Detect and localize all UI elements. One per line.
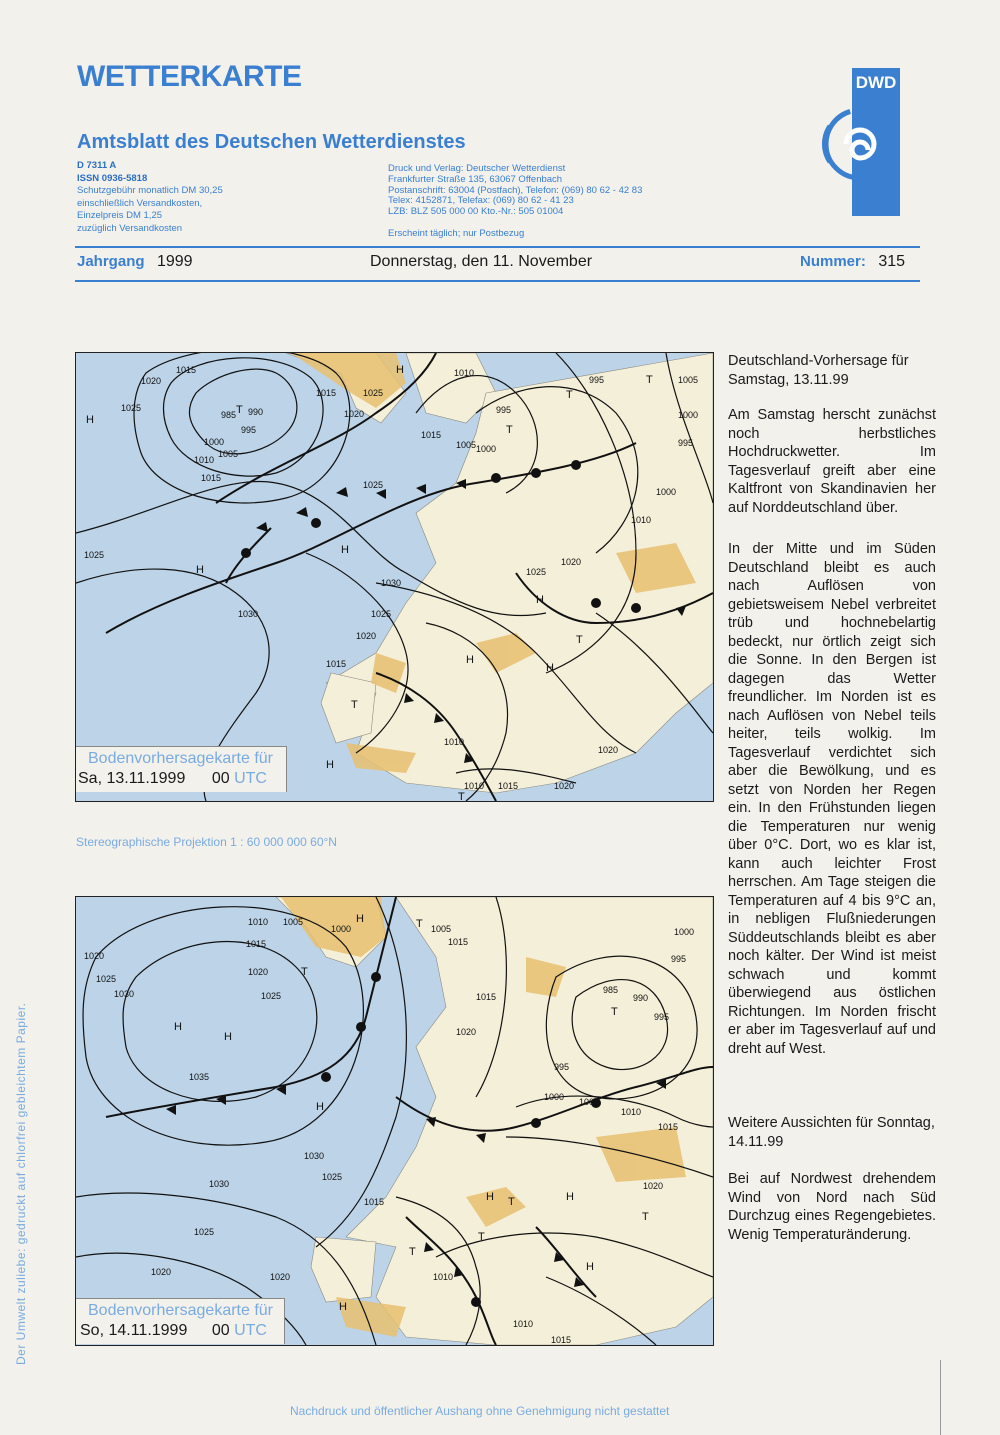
publisher-info: [388, 164, 642, 218]
year-field: [77, 253, 193, 271]
isobar-value: 1015: [421, 430, 442, 440]
high-label: H: [316, 1101, 324, 1113]
high-label: H: [466, 654, 474, 666]
low-label: T: [478, 1231, 485, 1243]
isobar-value: 1015: [364, 1197, 385, 1207]
isobar-value: 1000: [544, 1092, 565, 1102]
isobar-value: 995: [678, 438, 694, 448]
low-label: T: [236, 404, 243, 416]
dwd-logo: [818, 66, 902, 218]
high-label: H: [339, 1301, 347, 1313]
isobar-value: 1005: [456, 440, 477, 450]
isobar-value: 1020: [270, 1272, 291, 1282]
isobar-value: 1015: [476, 992, 497, 1002]
isobar-value: 1020: [598, 745, 619, 755]
info-line: D 7311 A: [77, 160, 117, 171]
forecast-paragraph: In der Mitte und im Süden Deutschland bleibt es auch nach Auflösen von gebietsweisem Nebel verbreitet trüb und hochnebelartig bedeckt, nur örtlich zeigt sich die Sonne. In den Bergen ist dagegen das Wetter freundlicher. Im Norden ist es nach Auflösen von Nebel teils heiter, teils wolkig. Im Tagesverlauf verdichtet sich aber die Bewölkung, und es setzt von Norden her Regen ein. In den Frühstunden liegen die Temperaturen nur wenig über 0°C. Dort, wo es klar ist, kann auch leichter Frost herrschen. Am Tage steigen die Temperaturen auf 4 bis 9°C an, in nebligen Flußniederungen Süddeutschlands bleibt es aber noch kälter. Der Wind ist meist schwach und kommt überwiegend aus östlichen Richtungen. Im Norden frischt er aber im Tagesverlauf auf und dreht auf West.: [728, 541, 936, 1057]
high-label: H: [174, 1021, 182, 1033]
low-label: T: [646, 374, 653, 386]
info-line: Druck und Verlag: Deutscher Wetterdienst: [388, 163, 566, 174]
isobar-value: 1020: [84, 951, 105, 961]
isobar-value: 995: [554, 1062, 570, 1072]
low-label: T: [566, 389, 573, 401]
high-label: H: [356, 913, 364, 925]
isobar-value: 1015: [316, 388, 337, 398]
isobar-value: 1005: [678, 375, 699, 385]
isobar-value: 1025: [96, 974, 117, 984]
high-label: H: [586, 1261, 594, 1273]
high-label: H: [396, 364, 404, 376]
isobar-value: 1030: [114, 989, 135, 999]
low-label: T: [576, 634, 583, 646]
isobar-value: 1010: [248, 917, 269, 927]
copyright-footer: Nachdruck und öffentlicher Aushang ohne Genehmigung nicht gestattet: [290, 1404, 670, 1418]
isobar-value: 1025: [121, 403, 142, 413]
isobar-value: 1015: [326, 659, 347, 669]
publication-note: Erscheint täglich; nur Postbezug: [388, 228, 525, 239]
info-line: LZB: BLZ 505 000 00 Kto.-Nr.: 505 01004: [388, 206, 564, 218]
header-rule-top: [75, 246, 920, 248]
isobar-value: 1025: [526, 567, 547, 577]
high-label: H: [326, 759, 334, 771]
caption-time: 00: [211, 770, 230, 787]
map2-caption: [76, 1298, 285, 1344]
info-line: Frankfurter Straße 135, 63067 Offenbach: [388, 173, 563, 185]
isobar-value: 1020: [248, 967, 269, 977]
high-label: H: [536, 594, 544, 606]
isobar-value: 1015: [176, 365, 197, 375]
forecast-map-sunday: [75, 896, 714, 1346]
low-label: T: [642, 1211, 649, 1223]
isobar-value: 1010: [433, 1272, 454, 1282]
isobar-value: 995: [241, 425, 257, 435]
low-label: T: [458, 791, 465, 801]
isobar-value: 1000: [674, 927, 695, 937]
isobar-value: 1020: [554, 781, 575, 791]
forecast-heading-saturday: Deutschland-Vorhersage für Samstag, 13.11.99: [728, 353, 909, 388]
isobar-value: 1020: [643, 1181, 664, 1191]
land-masses: [276, 897, 713, 1345]
isobar-value: 1000: [204, 437, 225, 447]
caption-date: So, 14.11.1999: [80, 1322, 188, 1339]
info-line: Schutzgebühr monatlich DM 30,25: [77, 185, 223, 196]
isobar-value: 1005: [579, 1097, 600, 1107]
high-label: H: [486, 1191, 494, 1203]
map-svg: [76, 897, 713, 1345]
caption-zone: UTC: [234, 770, 267, 787]
isobar-value: 1015: [498, 781, 519, 791]
isobar-value: 1010: [621, 1107, 642, 1117]
isobar-value: 1000: [476, 444, 497, 454]
caption-datetime: [76, 768, 286, 792]
caption-time: 00: [211, 1322, 230, 1339]
isobar-value: 1010: [194, 455, 215, 465]
logo-text: DWD: [855, 73, 897, 92]
caption-title: Bodenvorhersagekarte für: [88, 1302, 273, 1319]
isobar-value: 1020: [356, 631, 377, 641]
forecast-map-saturday: [75, 352, 714, 802]
isobar-value: 990: [633, 993, 649, 1003]
isobar-value: 995: [671, 954, 687, 964]
isobar-value: 1005: [283, 917, 304, 927]
isobar-value: 1020: [561, 557, 582, 567]
isobar-value: 1010: [631, 515, 652, 525]
isobar-value: 1005: [218, 449, 239, 459]
isobar-value: 1015: [448, 937, 469, 947]
header-rule-bottom: [75, 280, 920, 282]
info-line: Einzelpreis DM 1,25: [77, 210, 163, 221]
isobar-value: 990: [248, 407, 264, 417]
high-label: H: [341, 544, 349, 556]
high-label: H: [546, 662, 554, 674]
caption-datetime: [76, 1320, 284, 1344]
subscription-info: [77, 160, 223, 235]
isobar-value: 1025: [371, 609, 392, 619]
caption-zone: UTC: [234, 1322, 267, 1339]
masthead-subtitle: Amtsblatt des Deutschen Wetterdienstes: [77, 131, 466, 153]
low-label: T: [351, 699, 358, 711]
map1-caption: [76, 746, 287, 792]
number-label: Nummer:: [800, 253, 866, 270]
isobar-value: 1010: [464, 781, 485, 791]
isobar-value: 1030: [238, 609, 259, 619]
isobar-value: 1020: [344, 409, 365, 419]
isobar-value: 1005: [431, 924, 452, 934]
info-line: ISSN 0936-5818: [77, 172, 148, 184]
isobar-value: 1000: [331, 924, 352, 934]
issue-date: Donnerstag, den 11. November: [370, 253, 593, 270]
low-label: T: [301, 966, 308, 978]
isobar-value: 1015: [658, 1122, 679, 1132]
isobar-value: 1000: [678, 410, 699, 420]
isobar-value: 985: [603, 985, 619, 995]
high-label: H: [86, 414, 94, 426]
forecast-paragraph: Am Samstag herscht zunächst noch herbstliches Hochdruckwetter. Im Tagesverlauf greift aber eine Kaltfront von Skandinavien her auf Norddeutschland über.: [728, 407, 936, 516]
isobar-value: 1025: [261, 991, 282, 1001]
environment-note: Der Umwelt zuliebe: gedruckt auf chlorfrei gebleichtem Papier.: [14, 1002, 28, 1365]
issue-number: [800, 253, 905, 271]
isobar-value: 995: [496, 405, 512, 415]
forecast-heading-sunday: Weitere Aussichten für Sonntag, 14.11.99: [728, 1115, 935, 1150]
info-line: Postanschrift: 63004 (Postfach), Telefon: (069) 80 62 - 42 83: [388, 184, 643, 196]
low-label: T: [506, 424, 513, 436]
isobar-value: 1010: [454, 368, 475, 378]
year-label: Jahrgang: [77, 253, 145, 270]
map-svg: [76, 353, 713, 801]
isobar-value: 1015: [551, 1335, 572, 1345]
isobar-value: 1025: [194, 1227, 215, 1237]
low-label: T: [611, 1006, 618, 1018]
isobar-value: 995: [654, 1012, 670, 1022]
isobar-value: 1025: [363, 480, 384, 490]
isobar-value: 1025: [84, 550, 105, 560]
year-value: 1999: [156, 253, 193, 270]
isobar-value: 1010: [444, 737, 465, 747]
info-line: Telex: 4152871, Telefax: (069) 80 62 - 41 23: [388, 195, 574, 207]
forecast-paragraph: Bei auf Nordwest drehendem Wind von Nord nach Süd Durchzug eines Regengebietes. Wenig Temperaturänderung.: [728, 1171, 936, 1243]
isobar-value: 1025: [322, 1172, 343, 1182]
high-label: H: [224, 1031, 232, 1043]
isobar-value: 1020: [456, 1027, 477, 1037]
isobar-value: 1015: [201, 473, 222, 483]
caption-title: Bodenvorhersagekarte für: [88, 750, 273, 767]
low-label: T: [409, 1246, 416, 1258]
isobar-value: 1015: [246, 939, 267, 949]
number-value: 315: [878, 253, 906, 270]
isobar-value: 1000: [656, 487, 677, 497]
high-label: H: [196, 564, 204, 576]
info-line: zuzüglich Versandkosten: [77, 222, 183, 234]
high-label: H: [566, 1191, 574, 1203]
isobar-value: 1025: [363, 388, 384, 398]
caption-date: Sa, 13.11.1999: [78, 770, 186, 787]
isobar-value: 1020: [141, 376, 162, 386]
isobar-value: 1030: [381, 578, 402, 588]
isobar-value: 1010: [513, 1319, 534, 1329]
low-label: T: [416, 918, 423, 930]
edge-mark: [940, 1360, 941, 1435]
info-line: einschließlich Versandkosten,: [77, 197, 203, 209]
masthead-title: WETTERKARTE: [77, 60, 302, 93]
isobar-value: 1020: [151, 1267, 172, 1277]
low-label: T: [508, 1196, 515, 1208]
projection-note: Stereographische Projektion 1 : 60 000 000 60°N: [76, 835, 337, 849]
isobar-value: 985: [221, 410, 237, 420]
isobar-value: 1030: [304, 1151, 325, 1161]
isobar-value: 1035: [189, 1072, 210, 1082]
isobar-value: 1030: [209, 1179, 230, 1189]
isobar-value: 995: [589, 375, 605, 385]
